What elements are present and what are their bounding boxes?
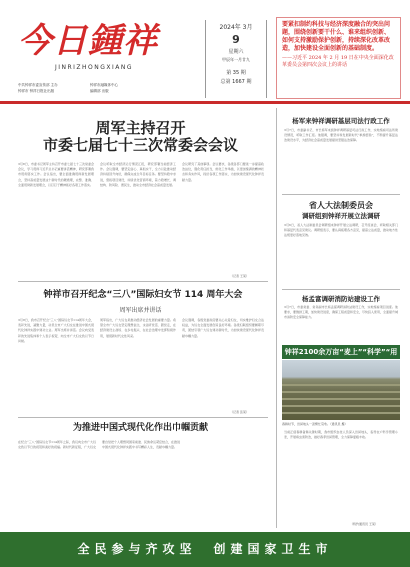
side-story4-credit: （特约通讯员 王某） bbox=[350, 522, 378, 526]
publisher-line: 钟祥市融媒体中心 bbox=[90, 83, 118, 87]
side-story1-body: 3月7日，市委副书记、市长杨军来到钟祥调研基层司法行政工作，实地察看司法所建设情况，听取工作汇报。他强调，要坚持和发展新时代“枫桥经验”，不断提升基层法治建设水平，为经济社会高质量发展提供坚强法治保障。 bbox=[284, 128, 398, 143]
masthead-rule bbox=[0, 101, 410, 104]
second-body-col2: 周军指出，广大妇女是推动经济社会发展的重要力量。希望全市广大妇女坚定理想信念，永远听党话、跟党走，在经济建设主战场、在乡村振兴、在社会治理中发挥积极作用，展现新时代女性风采。 bbox=[100, 318, 176, 338]
lead-headline-line2: 市委七届七十三次常委会会议 bbox=[42, 136, 238, 154]
second-body-col1: 3月8日，我市召开纪念“三八”国际妇女节114周年大会，表彰先进，凝聚力量，动员全市广大妇女在推进中国式现代化钟祥实践中建功立业。周军出席并讲话。会议向受表彰的先进集体和个人表示祝贺，向全市广大妇女致以节日问候。 bbox=[18, 318, 94, 343]
date-lunar: 甲辰年一月廿九 bbox=[222, 57, 250, 62]
second-subheadline: 周军出席并讲话 bbox=[119, 307, 162, 314]
section-rule bbox=[18, 281, 268, 282]
second-credit: （记者 张某） bbox=[230, 410, 249, 414]
side-story4-body: 当前正值春耕备耕关键时期，我市组织农技人员深入田间地头，指导农户科学管理小麦，开展病虫害防治，做好春季田间管理，全力保障夏粮丰收。 bbox=[284, 430, 398, 440]
date-year-month: 2024年 3月 bbox=[219, 24, 253, 31]
issue-number: 第 35 期 bbox=[226, 70, 246, 76]
lead-body-col2: 会议听取全市经济运行情况汇报，研究部署当前经济工作。会议强调，要坚定信心、真抓实干，全力以赴推动经济持续回升向好，确保完成全年目标任务。要坚持稳中求进，狠抓项目建设，持续优化营商环境，着力稳增长、调结构、防风险、惠民生，推动全市经济社会高质量发展。 bbox=[100, 162, 176, 187]
section-rule bbox=[18, 417, 268, 418]
second-headline: 钟祥市召开纪念“三八”国际妇女节 114 周年大会 bbox=[43, 290, 243, 300]
side-story2-headline-line1: 省人大法制委员会 bbox=[309, 201, 373, 210]
date-box bbox=[205, 20, 267, 98]
side-story1-headline: 杨军来钟祥调研基层司法行政工作 bbox=[292, 117, 390, 125]
section-rule bbox=[282, 194, 400, 195]
farmland-photo bbox=[282, 360, 400, 420]
lead-body-col1: 3月8日，市委书记周军主持召开市委七届七十三次常委会会议，学习贯彻习近平总书记重要讲话精神，研究部署我市贯彻落实工作。会议指出，要全面准确贯彻新发展理念，坚持高质量发展这个新时代的硬道理，完整、准确、全面贯彻新发展理念，以钉钉子精神抓好各项工作落实。 bbox=[18, 162, 94, 187]
issue-total: 总第 1667 期 bbox=[220, 79, 252, 85]
side-story3-body: 3月7日，市委常委、常务副市长杨孟富调研消防站建设工作，实地察看项目进度。他要求，要倒排工期，加快建设进度，确保工程质量和安全，尽快投入使用，全面提升城市消防安全保障能力。 bbox=[284, 305, 398, 320]
section-rule bbox=[282, 289, 400, 290]
third-headline: 为推进中国式现代化作出巾帼贡献 bbox=[72, 423, 208, 433]
publisher-line: 中共钟祥市委宣传部 主办 bbox=[18, 83, 58, 87]
side-story2-headline-line2: 调研组到钟祥开展立法调研 bbox=[302, 212, 380, 220]
second-body-col3: 会议强调，各级党委政府要关心关爱妇女，切实维护妇女合法权益，为妇女全面发展创造良好环境。各级妇联组织要履职尽责，团结引领广大妇女建功新时代，为加快建设现代化钟祥贡献巾帼力量。 bbox=[182, 318, 264, 338]
third-body: 在纪念“三八”国际妇女节114周年之际，我们向全市广大妇女致以节日的祝贺和美好的祝福。新时代新征程，广大妇女要自觉把个人理想同国家前途、民族命运紧密结合，在推进中国式现代化钟祥实践中书写精彩人生，贡献巾帼力量。 bbox=[18, 440, 181, 450]
photo-title: 钟祥2100余万亩“麦上”“科学”“用 bbox=[282, 345, 400, 359]
quote-banner bbox=[276, 17, 401, 99]
quote-text: 要紧扣制约科技与经济深度融合的突出问题，围绕创新要干什么、谁来组织创新、如何支持激励保护创新，持续深化改革改造，加快建设全面创新的基础制度。 bbox=[282, 21, 391, 52]
publisher-line: 钟祥市 钟祥日报社出版 bbox=[18, 89, 55, 93]
lead-body-col3: 会议研究了其他事项。会议要求，各级各部门要进一步提高政治站位，强化责任担当，细化工作举措，以更加饱满的精神状态和务实作风，抓好各项工作落实，为加快建设现代化钟祥贡献力量。 bbox=[182, 162, 264, 182]
quote-attribution: ——习近平 2024 年 2 月 19 日在中央全面深化改革委员会第四次会议上的讲话 bbox=[282, 55, 394, 68]
side-story3-headline: 杨孟富调研消防站建设工作 bbox=[302, 295, 380, 303]
photo-caption: 春耕时节，田间地头一派繁忙景象。（通讯员 摄） bbox=[282, 422, 348, 426]
side-story2-body: 3月6日，省人大法制委员会调研组来钟祥开展立法调研，召开座谈会，听取相关部门和基层代表意见建议。调研组表示，要认真梳理各方意见，提高立法质量，推动地方性法规更好落地见效。 bbox=[284, 223, 398, 238]
lead-credit: （记者 王某） bbox=[230, 274, 249, 278]
date-weekday: 星期六 bbox=[228, 49, 244, 55]
footer-banner: 全民参与齐攻坚 创建国家卫生市 bbox=[0, 532, 410, 567]
masthead-pinyin: JINRIZHONGXIANG bbox=[54, 64, 134, 71]
publisher-line: 编辑部 出版 bbox=[90, 89, 109, 93]
lead-headline-line1: 周军主持召开 bbox=[95, 119, 186, 137]
column-divider bbox=[276, 108, 277, 528]
masthead-logo: 今日鍾祥 bbox=[18, 21, 158, 61]
date-day: 9 bbox=[232, 33, 240, 46]
